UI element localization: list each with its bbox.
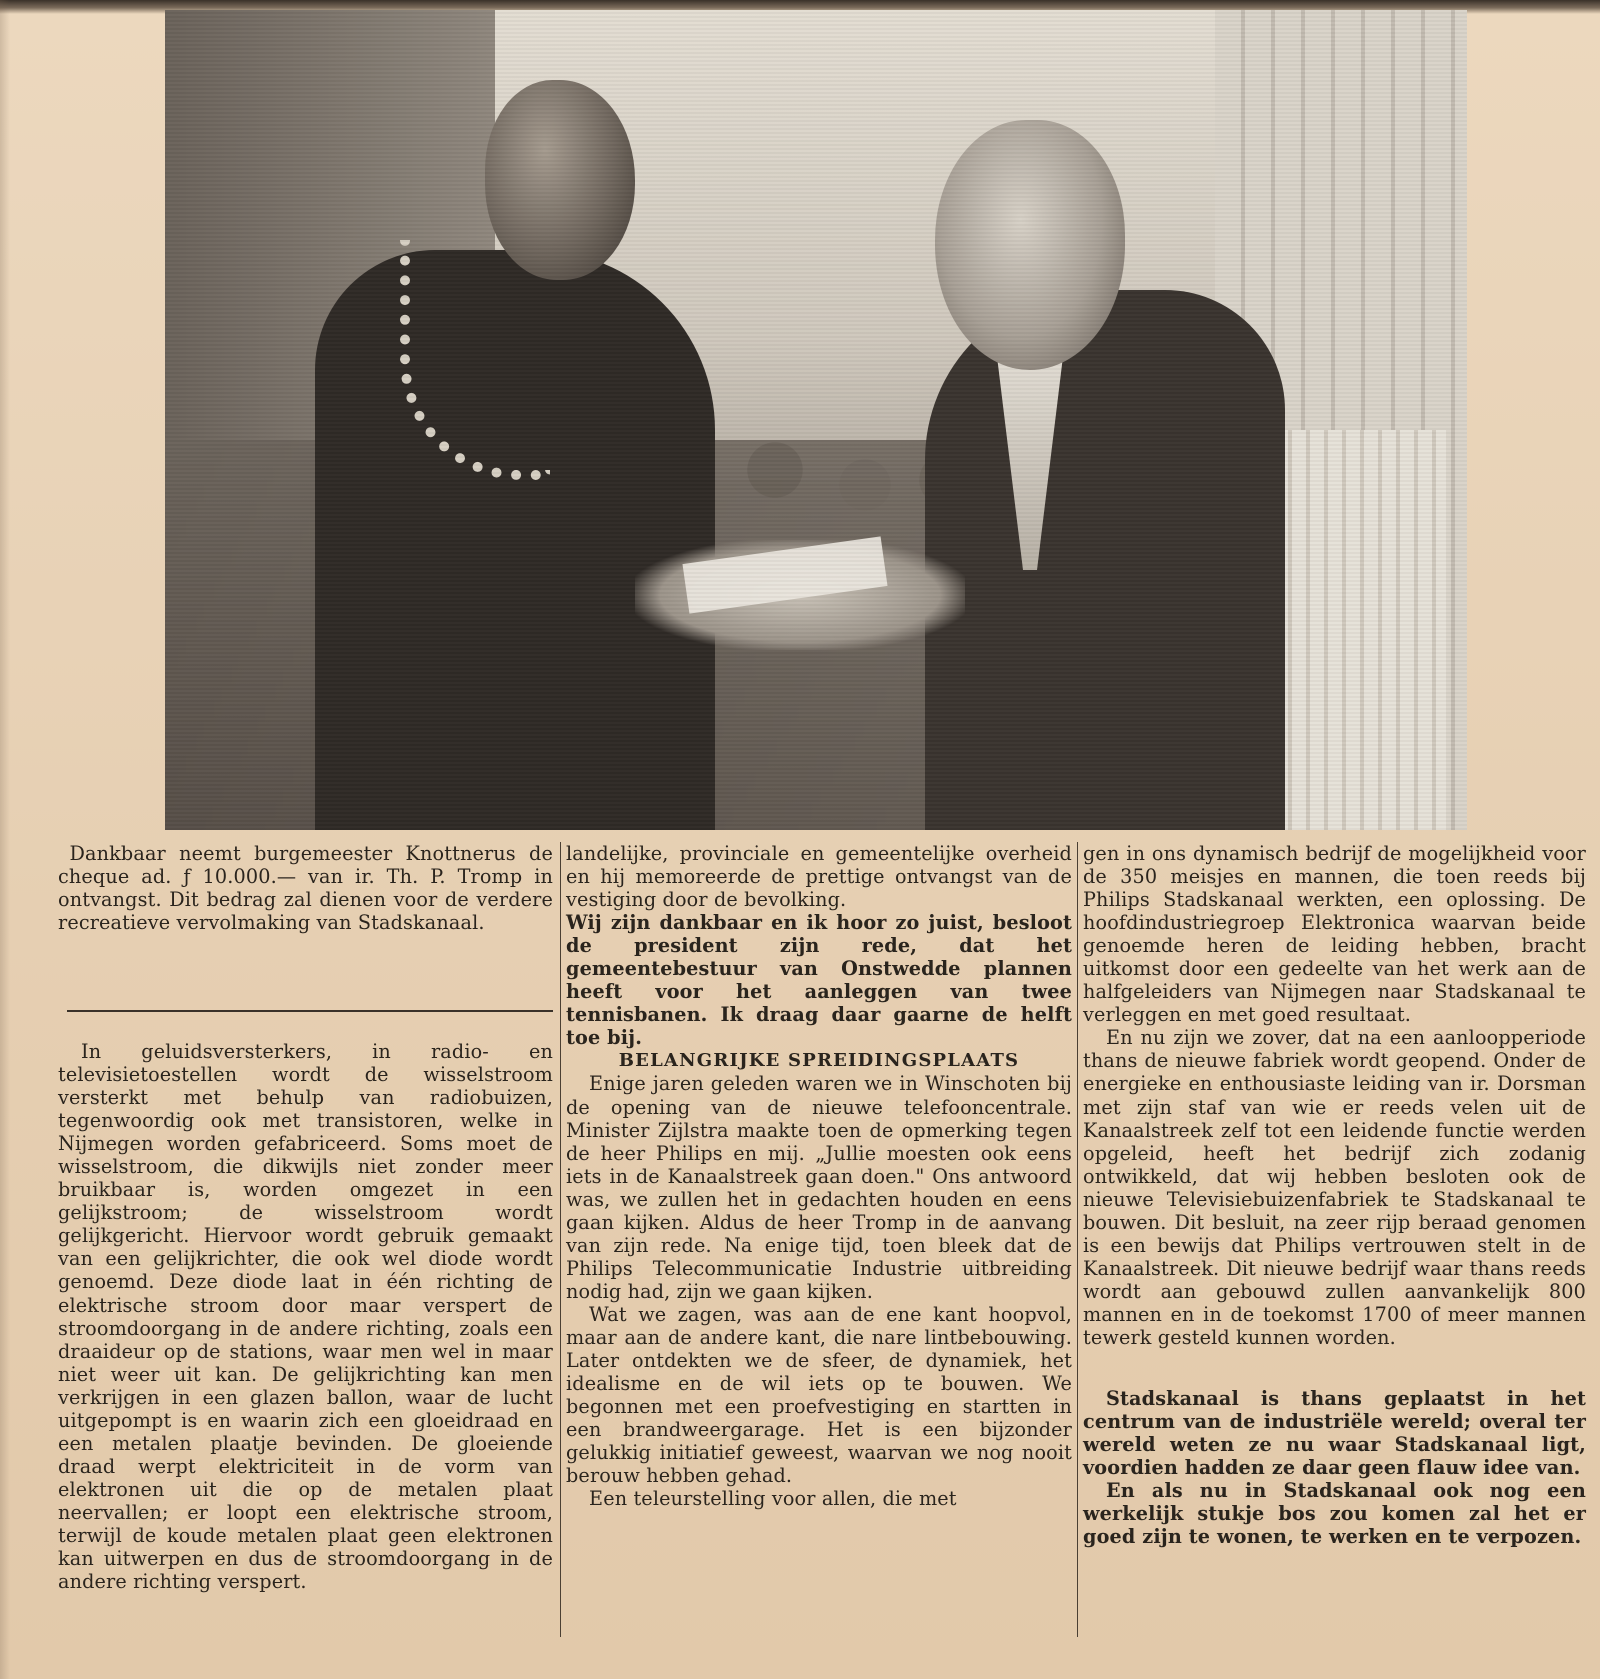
caption-separator (67, 1010, 553, 1012)
paragraph: landelijke, provinciale en gemeentelijke overheid en hij memoreerde de prettige ontvangst van de vestiging door de bevolking. (566, 842, 1072, 912)
photo-caption (58, 842, 553, 934)
article-column-3 (1083, 842, 1586, 1548)
paragraph: gen in ons dynamisch bedrijf de mogelijkheid voor de 350 meisjes en mannen, die toen reeds bij Philips Stadskanaal werkten, een oplossing. De hoofdindustriegroep Elektronica waarvan beide genoemde heren de leiding hebben, bracht uitkomst door een gedeelte van het werk aan de halfgeleiders van Nijmegen naar Stadskanaal te verleggen en met goed resultaat. (1083, 842, 1586, 1027)
paragraph: En nu zijn we zover, dat na een aanloopperiode thans de nieuwe fabriek wordt geopend. Onder de energieke en enthousiaste leiding van ir. Dorsman met zijn staf van wie er reeds velen uit de Kanaalstreek zelf tot een leidende functie werden opgeleid, heeft het bedrijf zich zodanig ontwikkeld, dat wij hebben besloten ook de nieuwe Televisiebuizenfabriek te Stadskanaal te bouwen. Dit besluit, na zeer rijp beraad genomen is een bewijs dat Philips vertrouwen stelt in de Kanaalstreek. Dit nieuwe bedrijf waar thans reeds wordt aan gebouwd zullen aanvankelijk 800 mannen en in de toekomst 1700 of meer mannen tewerk gesteld kunnen worden. (1083, 1026, 1586, 1349)
caption-text: Dankbaar neemt burgemeester Knottnerus de cheque ad. ƒ 10.000.— van ir. Th. P. Tromp in ontvangst. Dit bedrag zal dienen voor de verdere recreatieve vervolmaking van Stadskanaal. (58, 842, 553, 935)
spacer (1083, 1349, 1586, 1387)
article-column-1 (58, 1040, 553, 1593)
paragraph: In geluidsversterkers, in radio- en televisietoestellen wordt de wisselstroom versterkt met behulp van radiobuizen, tegenwoordig ook met transistoren, welke in Nijmegen worden gefabriceerd. Soms moet de wisselstroom, die dikwijls niet zonder meer bruikbaar is, worden omgezet in een gelijkstroom; de wisselstroom wordt gelijkgericht. Hiervoor wordt gebruik gemaakt van een gelijkrichter, die ook wel diode wordt genoemd. Deze diode laat in één richting de elektrische stroom door maar verspert de stroomdoorgang in de andere richting, zoals een draaideur op de stations, waar men wel in maar niet weer uit kan. De gelijkrichting kan men verkrijgen in een glazen ballon, waar de lucht uitgepompt is en waarin zich een gloeidraad en een metalen plaatje bevinden. De gloeiende draad werpt elektriciteit in de vorm van elektronen uit die op de metalen plaat neervallen; er loopt een elektrische stroom, terwijl de koude metalen plaat geen elektronen kan uitwerpen en dus de stroomdoorgang in de andere richting verspert. (58, 1040, 553, 1594)
column-rule (1077, 842, 1078, 1637)
paragraph: Wat we zagen, was aan de ene kant hoopvol, maar aan de andere kant, die nare lintbebouwing. Later ontdekten we de sfeer, de dynamiek, het idealisme en de wil iets op te bouwen. We begonnen met een proefvestiging en startten in een brandweergarage. Het is een bijzonder gelukkig initiatief geweest, waarvan we nog nooit berouw hebben gehad. (566, 1302, 1072, 1488)
bold-paragraph: Stadskanaal is thans geplaatst in het centrum van de industriële wereld; overal ter wereld weten ze nu waar Stadskanaal ligt, voordien hadden ze daar geen flauw idee van. (1083, 1387, 1586, 1480)
news-photo (165, 10, 1467, 830)
paragraph: Enige jaren geleden waren we in Winschoten bij de opening van de nieuwe telefooncentrale. Minister Zijlstra maakte toen de opmerking tegen de heer Philips en mij. „Jullie moesten ook eens iets in de Kanaalstreek gaan doen." Ons antwoord was, we zullen het in gedachten houden en eens gaan kijken. Aldus de heer Tromp in de aanvang van zijn rede. Na enige tijd, toen bleek dat de Philips Telecommunicatie Industrie uitbreiding nodig had, zijn we gaan kijken. (566, 1072, 1072, 1303)
page-left-edge (0, 0, 10, 1679)
article-column-2 (566, 842, 1072, 1510)
bold-paragraph: En als nu in Stadskanaal ook nog een werkelijk stukje bos zou komen zal het er goed zijn te wonen, te werken en te verpozen. (1083, 1479, 1586, 1549)
photo-grain (165, 10, 1467, 830)
quote-paragraph: Wij zijn dankbaar en ik hoor zo juist, besloot de president zijn rede, dat het gemeentebestuur van Onstwedde plannen heeft voor het aanleggen van twee tennisbanen. Ik draag daar gaarne de helft toe bij. (566, 911, 1072, 1050)
paragraph: Een teleurstelling voor allen, die met (589, 1487, 957, 1511)
section-heading: BELANGRIJKE SPREIDINGSPLAATS (618, 1050, 1020, 1072)
column-rule (560, 842, 561, 1637)
